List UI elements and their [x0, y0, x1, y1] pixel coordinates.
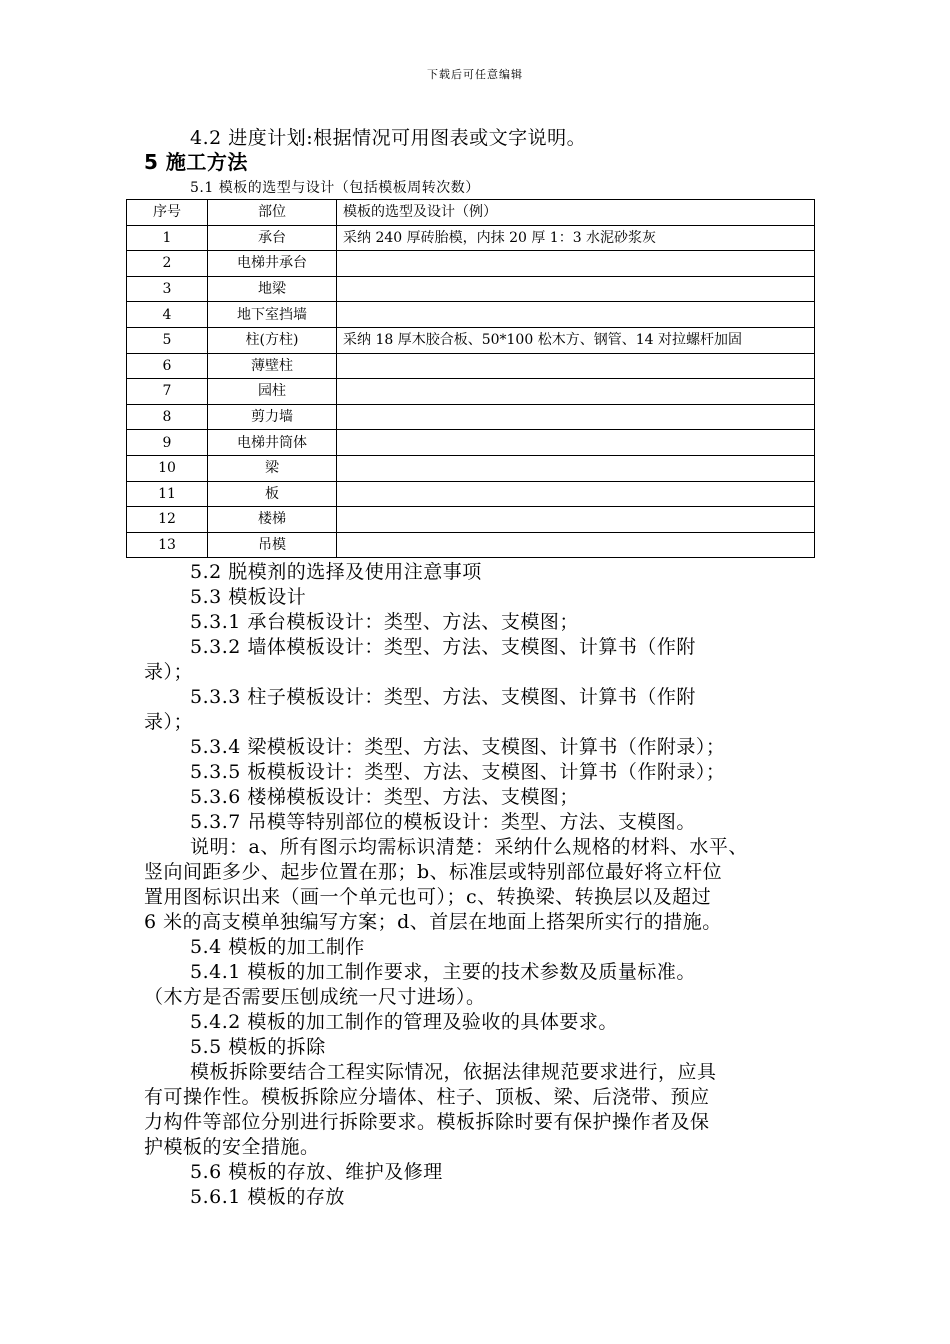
row-part: 承台	[208, 225, 337, 251]
section-5-3-6: 5.3.6 楼梯模板设计：类型、方法、支模图；	[190, 786, 579, 808]
section-5-4-1: 5.4.1 模板的加工制作要求，主要的技术参数及质量标准。	[190, 961, 696, 983]
row-index: 10	[127, 455, 208, 481]
header-cell-part: 部位	[208, 200, 337, 226]
row-index: 8	[127, 404, 208, 430]
page-header: 下载后可任意编辑	[427, 68, 523, 81]
row-part: 电梯井承台	[208, 251, 337, 277]
row-design	[337, 481, 815, 507]
section-5-3-3: 5.3.3 柱子模板设计：类型、方法、支模图、计算书（作附	[190, 686, 696, 708]
table-row	[127, 302, 815, 328]
table-row	[127, 327, 815, 353]
note-line-2: 竖向间距多少、起步位置在那；b、标准层或特别部位最好将立杆位	[144, 861, 723, 883]
row-index: 12	[127, 507, 208, 533]
table-row	[127, 532, 815, 558]
row-index: 13	[127, 532, 208, 558]
removal-line-2: 有可操作性。模板拆除应分墙体、柱子、顶板、梁、后浇带、预应	[144, 1086, 710, 1108]
row-index: 7	[127, 379, 208, 405]
section-5-3-5: 5.3.5 板模板设计：类型、方法、支模图、计算书（作附录）；	[190, 761, 726, 783]
row-index: 2	[127, 251, 208, 277]
table-row	[127, 225, 815, 251]
table-row	[127, 379, 815, 405]
row-index: 5	[127, 327, 208, 353]
row-design: 采纳 18 厚木胶合板、50*100 松木方、钢管、14 对拉螺杆加固	[337, 327, 815, 353]
row-index: 6	[127, 353, 208, 379]
row-design	[337, 251, 815, 277]
section-5-2: 5.2 脱模剂的选择及使用注意事项	[190, 561, 482, 583]
row-part: 柱(方柱)	[208, 327, 337, 353]
table-header-row	[127, 200, 815, 226]
row-design	[337, 379, 815, 405]
note-line-4: 6 米的高支模单独编写方案；d、首层在地面上搭架所实行的措施。	[144, 911, 722, 933]
section-5-3: 5.3 模板设计	[190, 586, 307, 608]
row-design	[337, 353, 815, 379]
row-design	[337, 507, 815, 533]
header-cell-index: 序号	[127, 200, 208, 226]
row-part: 吊模	[208, 532, 337, 558]
section-5-3-2-cont: 录）；	[144, 661, 194, 683]
section-5-title: 5 施工方法	[144, 150, 248, 174]
table-row	[127, 455, 815, 481]
table-row	[127, 430, 815, 456]
row-part: 薄壁柱	[208, 353, 337, 379]
section-5-5: 5.5 模板的拆除	[190, 1036, 326, 1058]
row-index: 3	[127, 276, 208, 302]
row-index: 1	[127, 225, 208, 251]
row-part: 地下室挡墙	[208, 302, 337, 328]
removal-line-1: 模板拆除要结合工程实际情况，依据法律规范要求进行，应具	[190, 1061, 717, 1083]
removal-line-3: 力构件等部位分别进行拆除要求。模板拆除时要有保护操作者及保	[144, 1111, 710, 1133]
row-index: 4	[127, 302, 208, 328]
row-part: 楼梯	[208, 507, 337, 533]
note-line-1: 说明：a、所有图示均需标识清楚：采纳什么规格的材料、水平、	[190, 836, 748, 858]
section-5-3-3-cont: 录）；	[144, 711, 194, 733]
header-cell-design: 模板的选型及设计（例）	[337, 200, 815, 226]
section-4-2: 4.2 进度计划:根据情况可用图表或文字说明。	[190, 127, 587, 149]
table-row	[127, 404, 815, 430]
row-part: 园柱	[208, 379, 337, 405]
row-design	[337, 532, 815, 558]
section-5-1-caption: 5.1 模板的选型与设计（包括模板周转次数）	[190, 180, 480, 196]
section-5-4-2: 5.4.2 模板的加工制作的管理及验收的具体要求。	[190, 1011, 618, 1033]
row-design: 采纳 240 厚砖胎模，内抹 20 厚 1：3 水泥砂浆灰	[337, 225, 815, 251]
section-5-4: 5.4 模板的加工制作	[190, 936, 365, 958]
table-row	[127, 276, 815, 302]
formwork-table	[126, 199, 815, 558]
removal-line-4: 护模板的安全措施。	[144, 1136, 320, 1158]
table-row	[127, 481, 815, 507]
section-5-3-4: 5.3.4 梁模板设计：类型、方法、支模图、计算书（作附录）；	[190, 736, 726, 758]
row-part: 电梯井筒体	[208, 430, 337, 456]
table-row	[127, 251, 815, 277]
row-part: 地梁	[208, 276, 337, 302]
row-part: 梁	[208, 455, 337, 481]
row-part: 板	[208, 481, 337, 507]
row-design	[337, 455, 815, 481]
row-design	[337, 430, 815, 456]
section-5-3-1: 5.3.1 承台模板设计：类型、方法、支模图；	[190, 611, 579, 633]
row-design	[337, 276, 815, 302]
row-index: 9	[127, 430, 208, 456]
note-line-3: 置用图标识出来（画一个单元也可）；c、转换梁、转换层以及超过	[144, 886, 712, 908]
section-5-6-1: 5.6.1 模板的存放	[190, 1186, 345, 1208]
row-part: 剪力墙	[208, 404, 337, 430]
table-row	[127, 507, 815, 533]
table-row	[127, 353, 815, 379]
section-5-3-2: 5.3.2 墙体模板设计：类型、方法、支模图、计算书（作附	[190, 636, 696, 658]
section-5-6: 5.6 模板的存放、维护及修理	[190, 1161, 443, 1183]
section-5-3-7: 5.3.7 吊模等特别部位的模板设计：类型、方法、支模图。	[190, 811, 696, 833]
row-index: 11	[127, 481, 208, 507]
row-design	[337, 404, 815, 430]
section-5-4-1-cont: （木方是否需要压刨成统一尺寸进场）。	[144, 986, 486, 1008]
row-design	[337, 302, 815, 328]
